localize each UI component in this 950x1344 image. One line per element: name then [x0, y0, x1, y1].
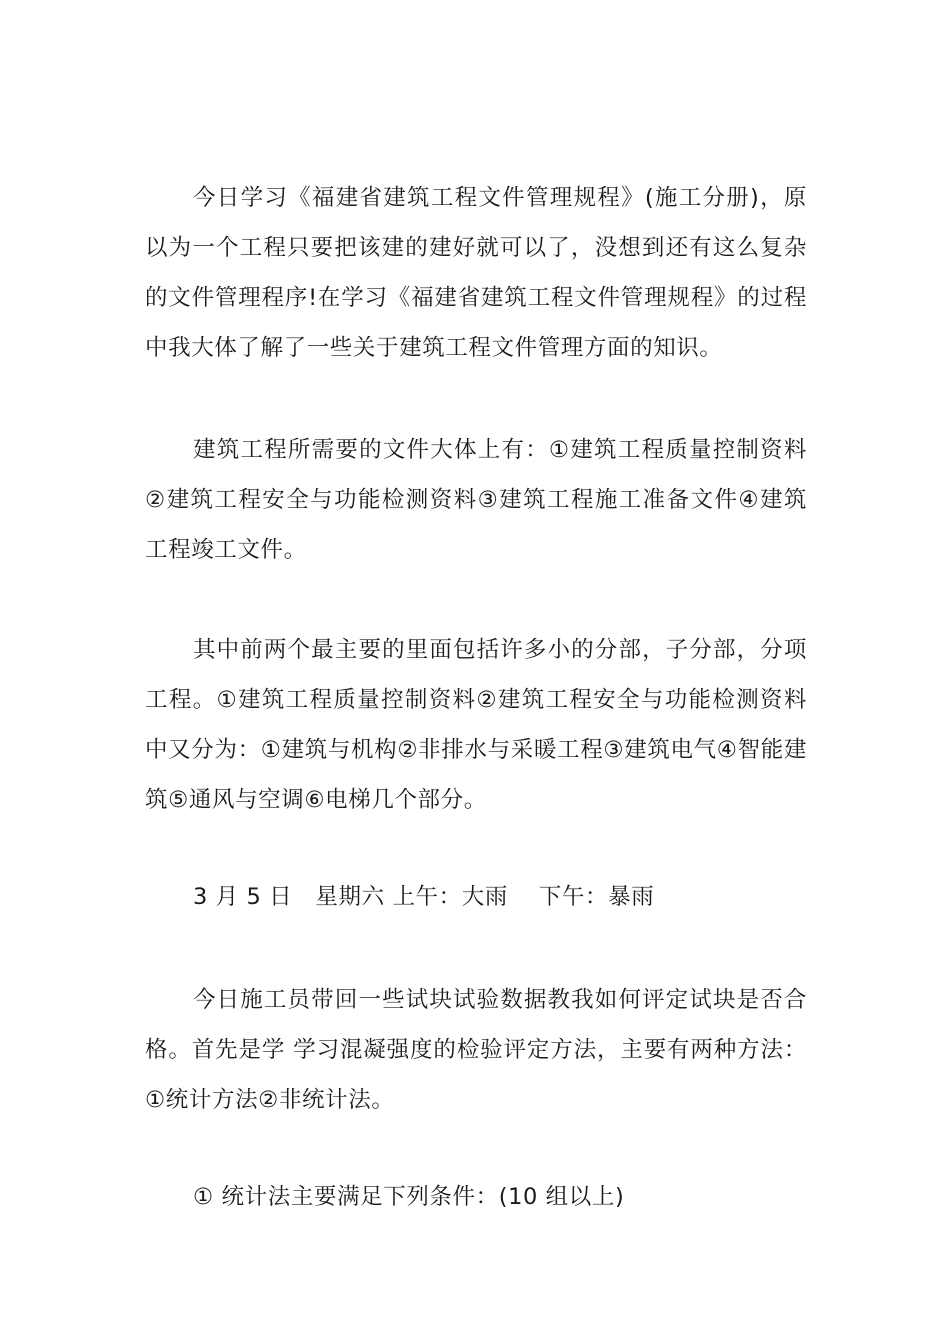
paragraph-test-block-evaluation: 今日施工员带回一些试块试验数据教我如何评定试块是否合格。首先是学 学习混凝强度的检验评定方法，主要有两种方法：①统计方法②非统计法。 [145, 987, 807, 1113]
paragraph-required-documents: 建筑工程所需要的文件大体上有：①建筑工程质量控制资料②建筑工程安全与功能检测资料③建筑工程施工准备文件④建筑工程竣工文件。 [145, 437, 807, 563]
paragraph-study-notes: 今日学习《福建省建筑工程文件管理规程》(施工分册)，原以为一个工程只要把该建的建好就可以了，没想到还有这么复杂的文件管理程序!在学习《福建省建筑工程文件管理规程》的过程中我大体了解了一些关于建筑工程文件管理方面的知识。 [145, 185, 807, 361]
paragraph-subdivisions: 其中前两个最主要的里面包括许多小的分部，子分部，分项工程。①建筑工程质量控制资料②建筑工程安全与功能检测资料中又分为：①建筑与机构②非排水与采暖工程③建筑电气④智能建筑⑤通风与空调⑥电梯几个部分。 [145, 637, 807, 813]
diary-date-line: 3 月 5 日 星期六 上午：大雨 下午：暴雨 [193, 884, 655, 910]
paragraph-statistical-method: ① 统计法主要满足下列条件：(10 组以上) [193, 1184, 625, 1210]
